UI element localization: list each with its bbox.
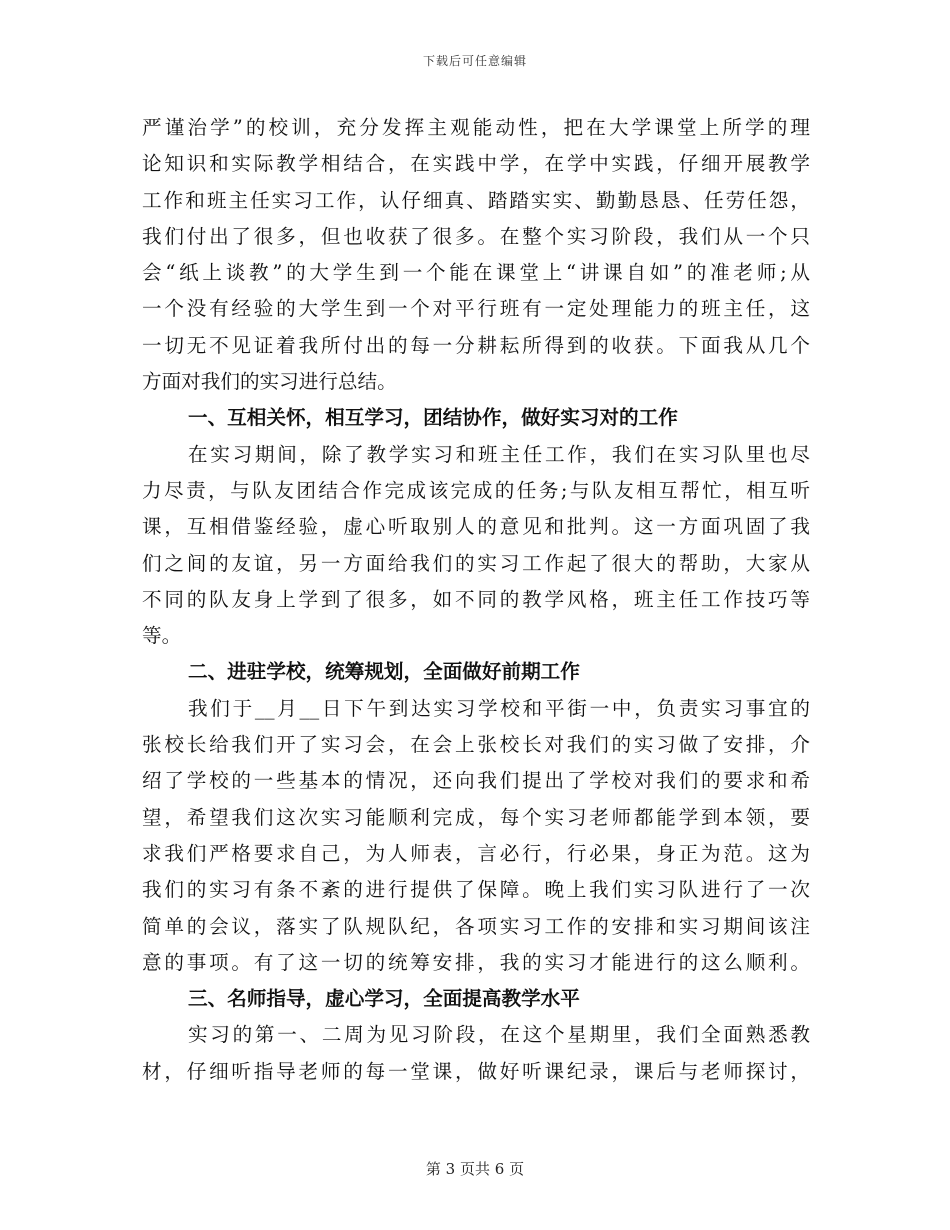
- body-line: 我们于__月__日下午到达实习学校和平街一中，负责实习事宜的: [188, 696, 810, 720]
- body-line: 方面对我们的实习进行总结。: [142, 370, 397, 394]
- body-line: 意的事项。有了这一切的统筹安排，我的实习才能进行的这么顺利。: [142, 950, 810, 974]
- body-line: 等。: [142, 624, 182, 648]
- body-line: 严谨治学”的校训，充分发挥主观能动性，把在大学课堂上所学的理: [142, 116, 810, 139]
- body-line: 在实习期间，除了教学实习和班主任工作，我们在实习队里也尽: [188, 442, 810, 466]
- body-line: 课，互相借鉴经验，虚心听取别人的意见和批判。这一方面巩固了我: [142, 515, 810, 539]
- body-line: 材，仔细听指导老师的每一堂课，做好听课纪录，课后与老师探讨，: [142, 1059, 810, 1083]
- body-line: 张校长给我们开了实习会，在会上张校长对我们的实习做了安排，介: [142, 733, 810, 757]
- body-line: 我们的实习有条不紊的进行提供了保障。晚上我们实习队进行了一次: [142, 878, 810, 902]
- page-number: 第 3 页共 6 页: [425, 1160, 525, 1178]
- document-body: [142, 110, 810, 1090]
- body-line: 一切无不见证着我所付出的每一分耕耘所得到的收获。下面我从几个: [142, 333, 810, 357]
- section-heading-3: 三、名师指导，虚心学习，全面提高教学水平: [188, 987, 580, 1011]
- body-line: 工作和班主任实习工作，认仔细真、踏踏实实、勤勤恳恳、任劳任怨，: [142, 188, 810, 212]
- body-line: 们之间的友谊，另一方面给我们的实习工作起了很大的帮助，大家从: [142, 551, 810, 575]
- body-line: 我们付出了很多，但也收获了很多。在整个实习阶段，我们从一个只: [142, 224, 810, 248]
- body-line: 不同的队友身上学到了很多，如不同的教学风格，班主任工作技巧等: [142, 587, 810, 611]
- body-line: 一个没有经验的大学生到一个对平行班有一定处理能力的班主任，这: [142, 297, 810, 321]
- page-header-note: 下载后可任意编辑: [422, 54, 527, 68]
- section-heading-2: 二、进驻学校，统筹规划，全面做好前期工作: [188, 660, 580, 684]
- body-line: 实习的第一、二周为见习阶段，在这个星期里，我们全面熟悉教: [188, 1023, 810, 1047]
- body-line: 力尽责，与队友团结合作完成该完成的任务;与队友相互帮忙，相互听: [142, 478, 810, 502]
- body-line: 求我们严格要求自己，为人师表，言必行，行必果，身正为范。这为: [142, 841, 810, 865]
- body-line: 会“纸上谈教”的大学生到一个能在课堂上“讲课自如”的准老师;从: [142, 261, 810, 285]
- section-heading-1: 一、互相关怀，相互学习，团结协作，做好实习对的工作: [188, 406, 678, 430]
- body-line: 简单的会议，落实了队规队纪，各项实习工作的安排和实习期间该注: [142, 914, 810, 938]
- body-line: 绍了学校的一些基本的情况，还向我们提出了学校对我们的要求和希: [142, 769, 810, 793]
- body-line: 望，希望我们这次实习能顺利完成，每个实习老师都能学到本领，要: [142, 805, 810, 829]
- body-line: 论知识和实际教学相结合，在实践中学，在学中实践，仔细开展教学: [142, 152, 810, 176]
